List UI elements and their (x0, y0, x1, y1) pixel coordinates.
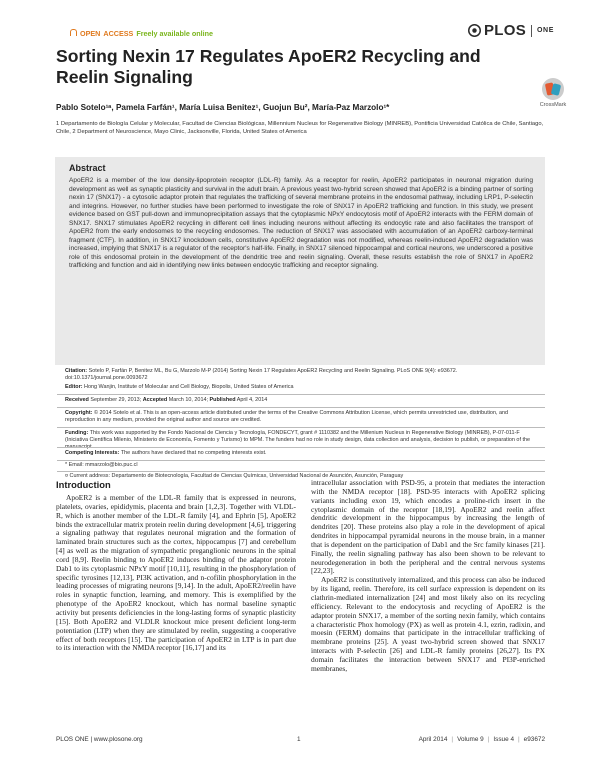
journal-logo[interactable] (468, 22, 554, 39)
funding-label: Funding: (65, 430, 89, 436)
funding (65, 430, 535, 452)
footer-article-id: e93672 (523, 736, 545, 743)
intro-left-column (56, 494, 296, 653)
footer-issue-info (419, 736, 545, 743)
crossmark-icon (542, 78, 564, 100)
introduction-heading: Introduction (56, 479, 111, 490)
editor (65, 384, 535, 391)
abstract-box (55, 157, 545, 365)
journal-logo-text: PLOS (483, 22, 527, 39)
email: * Email: mmarzolo@bio.puc.cl (65, 462, 138, 468)
divider (57, 471, 545, 472)
divider (57, 394, 545, 395)
open-lock-icon (70, 29, 77, 36)
editor-label: Editor: (65, 384, 83, 390)
logo-divider (531, 25, 532, 37)
received-label: Received (65, 397, 89, 403)
crossmark-label: CrossMark (539, 102, 567, 108)
accepted-label: Accepted (142, 397, 168, 403)
divider (57, 460, 545, 461)
separator: | (518, 736, 520, 743)
copyright-label: Copyright: (65, 410, 93, 416)
funding-text: This work was supported by the Fondo Nacional de Ciencia y Tecnología, FONDECYT, grant # 1110382 and the Millenium Nucleus in Regenerative Biology (MINREB), P-07-011-F (Iniciativa Científica Milenio, Ministerio de Economía, Fomento y Turismo) to MPM. The funders had no role in study design, data collection and analysis, decision to publish, or preparation of the manuscript. (65, 430, 531, 451)
current-address: ¤ Current address: Departamento de Biotecnología, Facultad de Ciencias Químicas, Universidad Nacional de Asunción, Asunción, Paraguay (65, 473, 404, 479)
separator: | (487, 736, 490, 743)
crossmark-badge[interactable] (536, 78, 570, 108)
published-label: Published (209, 397, 236, 403)
dates (65, 397, 535, 404)
freely-available-label: Freely available online (136, 29, 214, 38)
footer-date: April 2014 (418, 736, 448, 743)
divider (57, 427, 545, 428)
footer-journal: PLOS ONE | www.plosone.org (56, 736, 143, 743)
intro-paragraph: ApoER2 is a member of the LDL-R family that is expressed in neurons, platelets, ovaries, epididymis, placenta and brain [1,2,3]. Together with VLDL-R, which is another member of the LDL-R family [4], and Ephrin [5], ApoER2 binds the extracellular matrix protein reelin during development [4,6], triggering a signaling pathway that regulates neuronal migration and the formation of laminated brain structures such as the cortex, hippocampus [7] and cerebellum [4] as well as the migration of sympathetic preganglionic neurons in the spinal cord [8,9]. Reelin binding to ApoER2 induces binding of the adaptor protein Dab1 to its cytoplasmic NPxY motif [10,11], resulting in the phosphorylation of specific tyrosines [12,13], PI3K activation, and n-cofilin phosphorylation in the leading processes of migrating neurons [9,14]. In the adult, ApoER2/reelin have roles in synaptic function, learning, and memory. This is exemplified by the phenotype of the ApoER2 knockout, which has normal baseline synaptic activity but presents deficiencies in the long-lasting forms of synaptic plasticity [15]. Both ApoER2 and VLDLR knockout mice present deficient long-term potentiation (LTP) when they are stimulated by reelin, suggesting a cooperative effect of both receptors [15]. The participation of ApoER2 in LTP is in part due to its interaction with the NMDA receptor [16,17] and its (56, 493, 296, 653)
intro-paragraph: ApoER2 is constitutively internalized, and this process can also be induced by its ligand, reelin. Therefore, its cell surface expression is dependent on its clathrin-mediated internalization [24] and most likely also on its recycling efficiency. Relevant to the endocytosis and recycling of ApoER2 is the adaptor protein SNX17, a member of the sorting nexin family, which contains a characteristic Phox homology (PX) as well as protein 4.1, ezrin, radixin, and moesin (FERM) domains that participate in the intracellular trafficking of membrane proteins [25]. A yeast two-hybrid screen showed that SNX17 interacts with P-selectin [26] and LDL-R family proteins [26,27]. Its PX domain facilitates the interaction between SNX17 and PI3P-enriched membranes, (311, 575, 545, 673)
published-date: April 4, 2014 (236, 397, 268, 403)
competing-text: The authors have declared that no competing interests exist. (120, 450, 267, 456)
abstract-heading: Abstract (69, 163, 106, 173)
divider (57, 407, 545, 408)
page-number: 1 (297, 736, 301, 743)
received-date: September 29, 2013; (90, 397, 142, 403)
journal-logo-suffix: ONE (537, 27, 554, 34)
accepted-date: March 10, 2014; (168, 397, 209, 403)
competing-label: Competing Interests: (65, 450, 120, 456)
affiliations: 1 Departamento de Biología Celular y Molecular, Facultad de Ciencias Biológicas, Millennium Nucleus for Regenerative Biology (MINREB), Pontificia Universidad Católica de Chile, Santiago, Chile, 2 Department of Neuroscience, Mayo Clinic, Jacksonville, Florida, United States of America (56, 121, 544, 135)
copyright-text: © 2014 Sotelo et al. This is an open-access article distributed under the terms of the Creative Commons Attribution License, which permits unrestricted use, distribution, and reproduction in any medium, provided the original author and source are credited. (65, 410, 509, 424)
citation (65, 368, 535, 382)
plos-mark-icon (468, 24, 481, 37)
separator: | (451, 736, 454, 743)
citation-text: Sotelo P, Farfán P, Benitez ML, Bu G, Marzolo M-P (2014) Sorting Nexin 17 Regulates ApoER2 Recycling and Reelin Signaling. PLoS ONE 9(4): e93672. doi:10.1371/journal.pone.0093672 (65, 368, 458, 382)
editor-text: Hong Wanjin, Institute of Molecular and Cell Biology, Biopolis, United States of America (84, 384, 294, 390)
open-access-badge (70, 29, 213, 38)
competing-interests (65, 450, 535, 457)
footer-volume: Volume 9 (457, 736, 484, 743)
open-label: OPEN (80, 29, 101, 38)
copyright (65, 410, 535, 424)
access-label: ACCESS (103, 29, 134, 38)
citation-label: Citation: (65, 368, 88, 374)
abstract-text: ApoER2 is a member of the low density-lipoprotein receptor (LDL-R) family. As a receptor for reelin, ApoER2 participates in neuronal migration during development as well as synaptic plasticity and survival in the adult brain. A previous yeast two-hybrid screen showed that ApoER2 is a binding partner of sorting nexin 17 (SNX17) - a cytosolic adaptor protein that regulates the trafficking of several membrane proteins in the endosomal pathway, including LRP1, P-selectin and integrins. However, no further studies have been performed to investigate the role of SNX17 in ApoER2 trafficking and function. In this study, we present evidence based on GST pull-down and immunoprecipitation assays that the cytoplasmic NPxY endocytosis motif of ApoER2 interacts with the FERM domain of SNX17. SNX17 stimulates ApoER2 recycling in different cell lines including neurons without affecting its endocytic rate and also facilitates the transport of ApoER2 from the early endosomes to the recycling endosomes. The reduction of SNX17 was associated with accumulation of an ApoER2 carboxy-terminal fragment (CTF). In addition, in SNX17 knockdown cells, constitutive ApoER2 degradation was not modified, whereas reelin-induced ApoER2 degradation was increased, implying that SNX17 is a regulator of the receptor's half-life. Finally, in SNX17 silenced hippocampal and cortical neurons, we underscored a positive role of this endosomal protein in the development of the dendritic tree and reelin signaling. Overall, these results establish the role of SNX17 in ApoER2 trafficking and function and aid in identifying new links between endocytic trafficking and receptor signaling. (69, 177, 533, 270)
article-title: Sorting Nexin 17 Regulates ApoER2 Recycling and Reelin Signaling (56, 46, 481, 87)
intro-right-column (311, 479, 545, 674)
author-list: Pablo Sotelo¹ᵃ, Pamela Farfán¹, María Luisa Benitez¹, Guojun Bu², María-Paz Marzolo¹* (56, 103, 390, 112)
divider (57, 447, 545, 448)
footer-issue: Issue 4 (493, 736, 514, 743)
intro-paragraph: intracellular association with PSD-95, a protein that mediates the interaction with the NMDA receptor [18]. PSD-95 interacts with ApoER2 splicing variants including exon 19, which encodes a proline-rich insert in the cytoplasmic domain of the receptor [18,19]. ApoER2 and reelin affect dendritic development in the hippocampus by increasing the length of dendrites [20]. These proteins also play a role in the development of apical dendrites in hippocampal pyramidal neurons in the mouse brain, in a manner that is dependent on the participation of Dab1 and the Src family kinases [21]. Finally, the reelin signaling pathway has also been shown to be relevant to neurodegeneration in both the peripheral and the central nervous systems [22,23]. (311, 478, 545, 576)
